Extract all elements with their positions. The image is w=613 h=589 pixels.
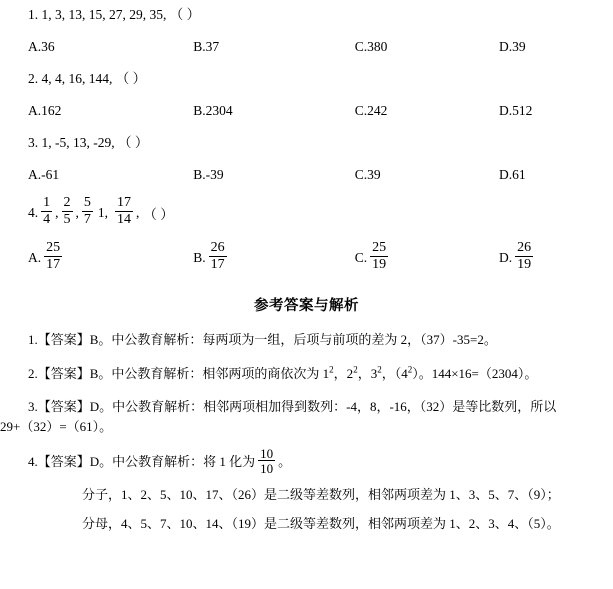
question-3-options	[0, 158, 613, 192]
answer-2-sup-3: 2	[377, 364, 382, 375]
option-a-letter: A.	[28, 250, 42, 265]
denominator: 17	[210, 257, 225, 272]
fraction-10-10	[258, 447, 275, 476]
answer-4-line-1	[28, 447, 603, 477]
option-c-letter: C.	[354, 250, 368, 265]
option-b[interactable]: B.37	[193, 39, 220, 54]
option-c[interactable]: C.380	[354, 39, 388, 54]
fraction-5-7	[82, 196, 93, 227]
answer-1-text: 1.【答案】B。中公教育解析：每两项为一组，后项与前项的差为 2，（37）-35=2。	[28, 331, 497, 347]
question-2-stem: 2. 4, 4, 16, 144, （ ）	[28, 71, 147, 87]
answer-2-text	[28, 363, 537, 382]
option-b[interactable]: B.-39	[193, 167, 224, 182]
answer-4-line-3: 分母，4、5、7、10、14、（19）是二级等差数列，相邻两项差为 1、2、3、4、（5）。	[82, 516, 560, 532]
comma-1: ,	[55, 205, 59, 220]
answer-4-post: 。	[278, 454, 292, 470]
answer-2-sup-1: 2	[329, 364, 334, 375]
option-a[interactable]: A.-61	[28, 167, 60, 182]
answer-2-post: ）。144×16=（2304）。	[412, 365, 538, 381]
answer-3-line-1: 3.【答案】D。中公教育解析：相邻两项相加得到数列：-4，8，-16，（32）是等比数列，所以	[28, 399, 557, 414]
fraction-2-5	[62, 196, 73, 227]
answer-2-mid-2: ，3	[357, 365, 378, 381]
question-3-stem: 3. 1, -5, 13, -29, （ ）	[28, 135, 149, 151]
comma-2: ,	[75, 205, 79, 220]
option-d-letter: D.	[499, 250, 513, 265]
answer-4	[0, 437, 613, 534]
denominator: 14	[117, 212, 131, 227]
question-4-number: 4.	[28, 205, 39, 220]
numerator: 25	[372, 240, 387, 256]
question-2-options	[0, 94, 613, 128]
option-b[interactable]: B.2304	[193, 103, 233, 118]
numerator: 1	[43, 195, 51, 211]
denominator: 4	[43, 212, 51, 227]
answer-blank: （ ）	[143, 207, 174, 222]
answer-2-sup-2: 2	[353, 364, 358, 375]
answer-1	[0, 321, 613, 355]
comma-3: ,	[136, 205, 140, 220]
option-c-fraction	[370, 241, 388, 272]
numerator: 25	[46, 240, 61, 256]
numerator: 26	[517, 240, 532, 256]
denominator: 19	[517, 257, 532, 272]
denominator: 17	[46, 257, 61, 272]
answer-2-sup-4: 2	[407, 364, 413, 375]
option-b-letter: B.	[193, 250, 206, 265]
question-4-stem	[0, 192, 613, 234]
answer-2-pre: 2.【答案】B。中公教育解析：相邻两项的商依次为 1	[28, 365, 330, 381]
numerator: 5	[83, 195, 91, 211]
question-1-stem: 1. 1, 3, 13, 15, 27, 29, 35, （ ）	[28, 7, 201, 23]
term-one: 1,	[97, 205, 108, 220]
answer-2-mid-3: ，（4	[381, 365, 408, 381]
fraction-1-4	[41, 196, 52, 227]
denominator: 5	[63, 212, 71, 227]
option-a[interactable]: A.162	[28, 103, 62, 118]
fraction-17-14	[115, 196, 133, 227]
option-b[interactable]	[193, 242, 354, 273]
option-d[interactable]: D.61	[499, 167, 526, 182]
numerator: 2	[63, 195, 71, 211]
option-d[interactable]	[499, 242, 613, 273]
numerator: 26	[210, 240, 225, 256]
answer-3	[0, 389, 613, 437]
numerator: 10	[260, 445, 274, 461]
option-c[interactable]	[355, 242, 499, 273]
answer-4-line-2: 分子，1、2、5、10、17、（26）是二级等差数列，相邻两项差为 1、3、5、7、（9）；	[82, 487, 560, 503]
option-c[interactable]: C.242	[354, 103, 388, 118]
section-title: 参考答案与解析	[254, 298, 359, 314]
denominator: 7	[83, 212, 91, 227]
option-b-fraction	[209, 241, 227, 272]
question-4-options	[0, 234, 613, 282]
question-1-options	[0, 30, 613, 64]
denominator: 19	[372, 257, 387, 272]
denominator: 10	[260, 461, 274, 477]
option-a[interactable]: A.36	[28, 39, 55, 54]
answer-2	[0, 355, 613, 389]
option-c[interactable]: C.39	[354, 167, 381, 182]
numerator: 17	[117, 195, 131, 211]
answer-3-line-2: 29+（32）=（61）。	[0, 419, 113, 435]
option-a-fraction	[44, 241, 62, 272]
option-d-fraction	[515, 241, 533, 272]
answer-2-mid-1: ，2	[333, 365, 354, 381]
answer-4-pre: 4.【答案】D。中公教育解析：将 1 化为	[28, 454, 256, 470]
option-a[interactable]	[28, 242, 193, 273]
option-d[interactable]: D.39	[499, 39, 526, 54]
option-d[interactable]: D.512	[499, 103, 533, 118]
